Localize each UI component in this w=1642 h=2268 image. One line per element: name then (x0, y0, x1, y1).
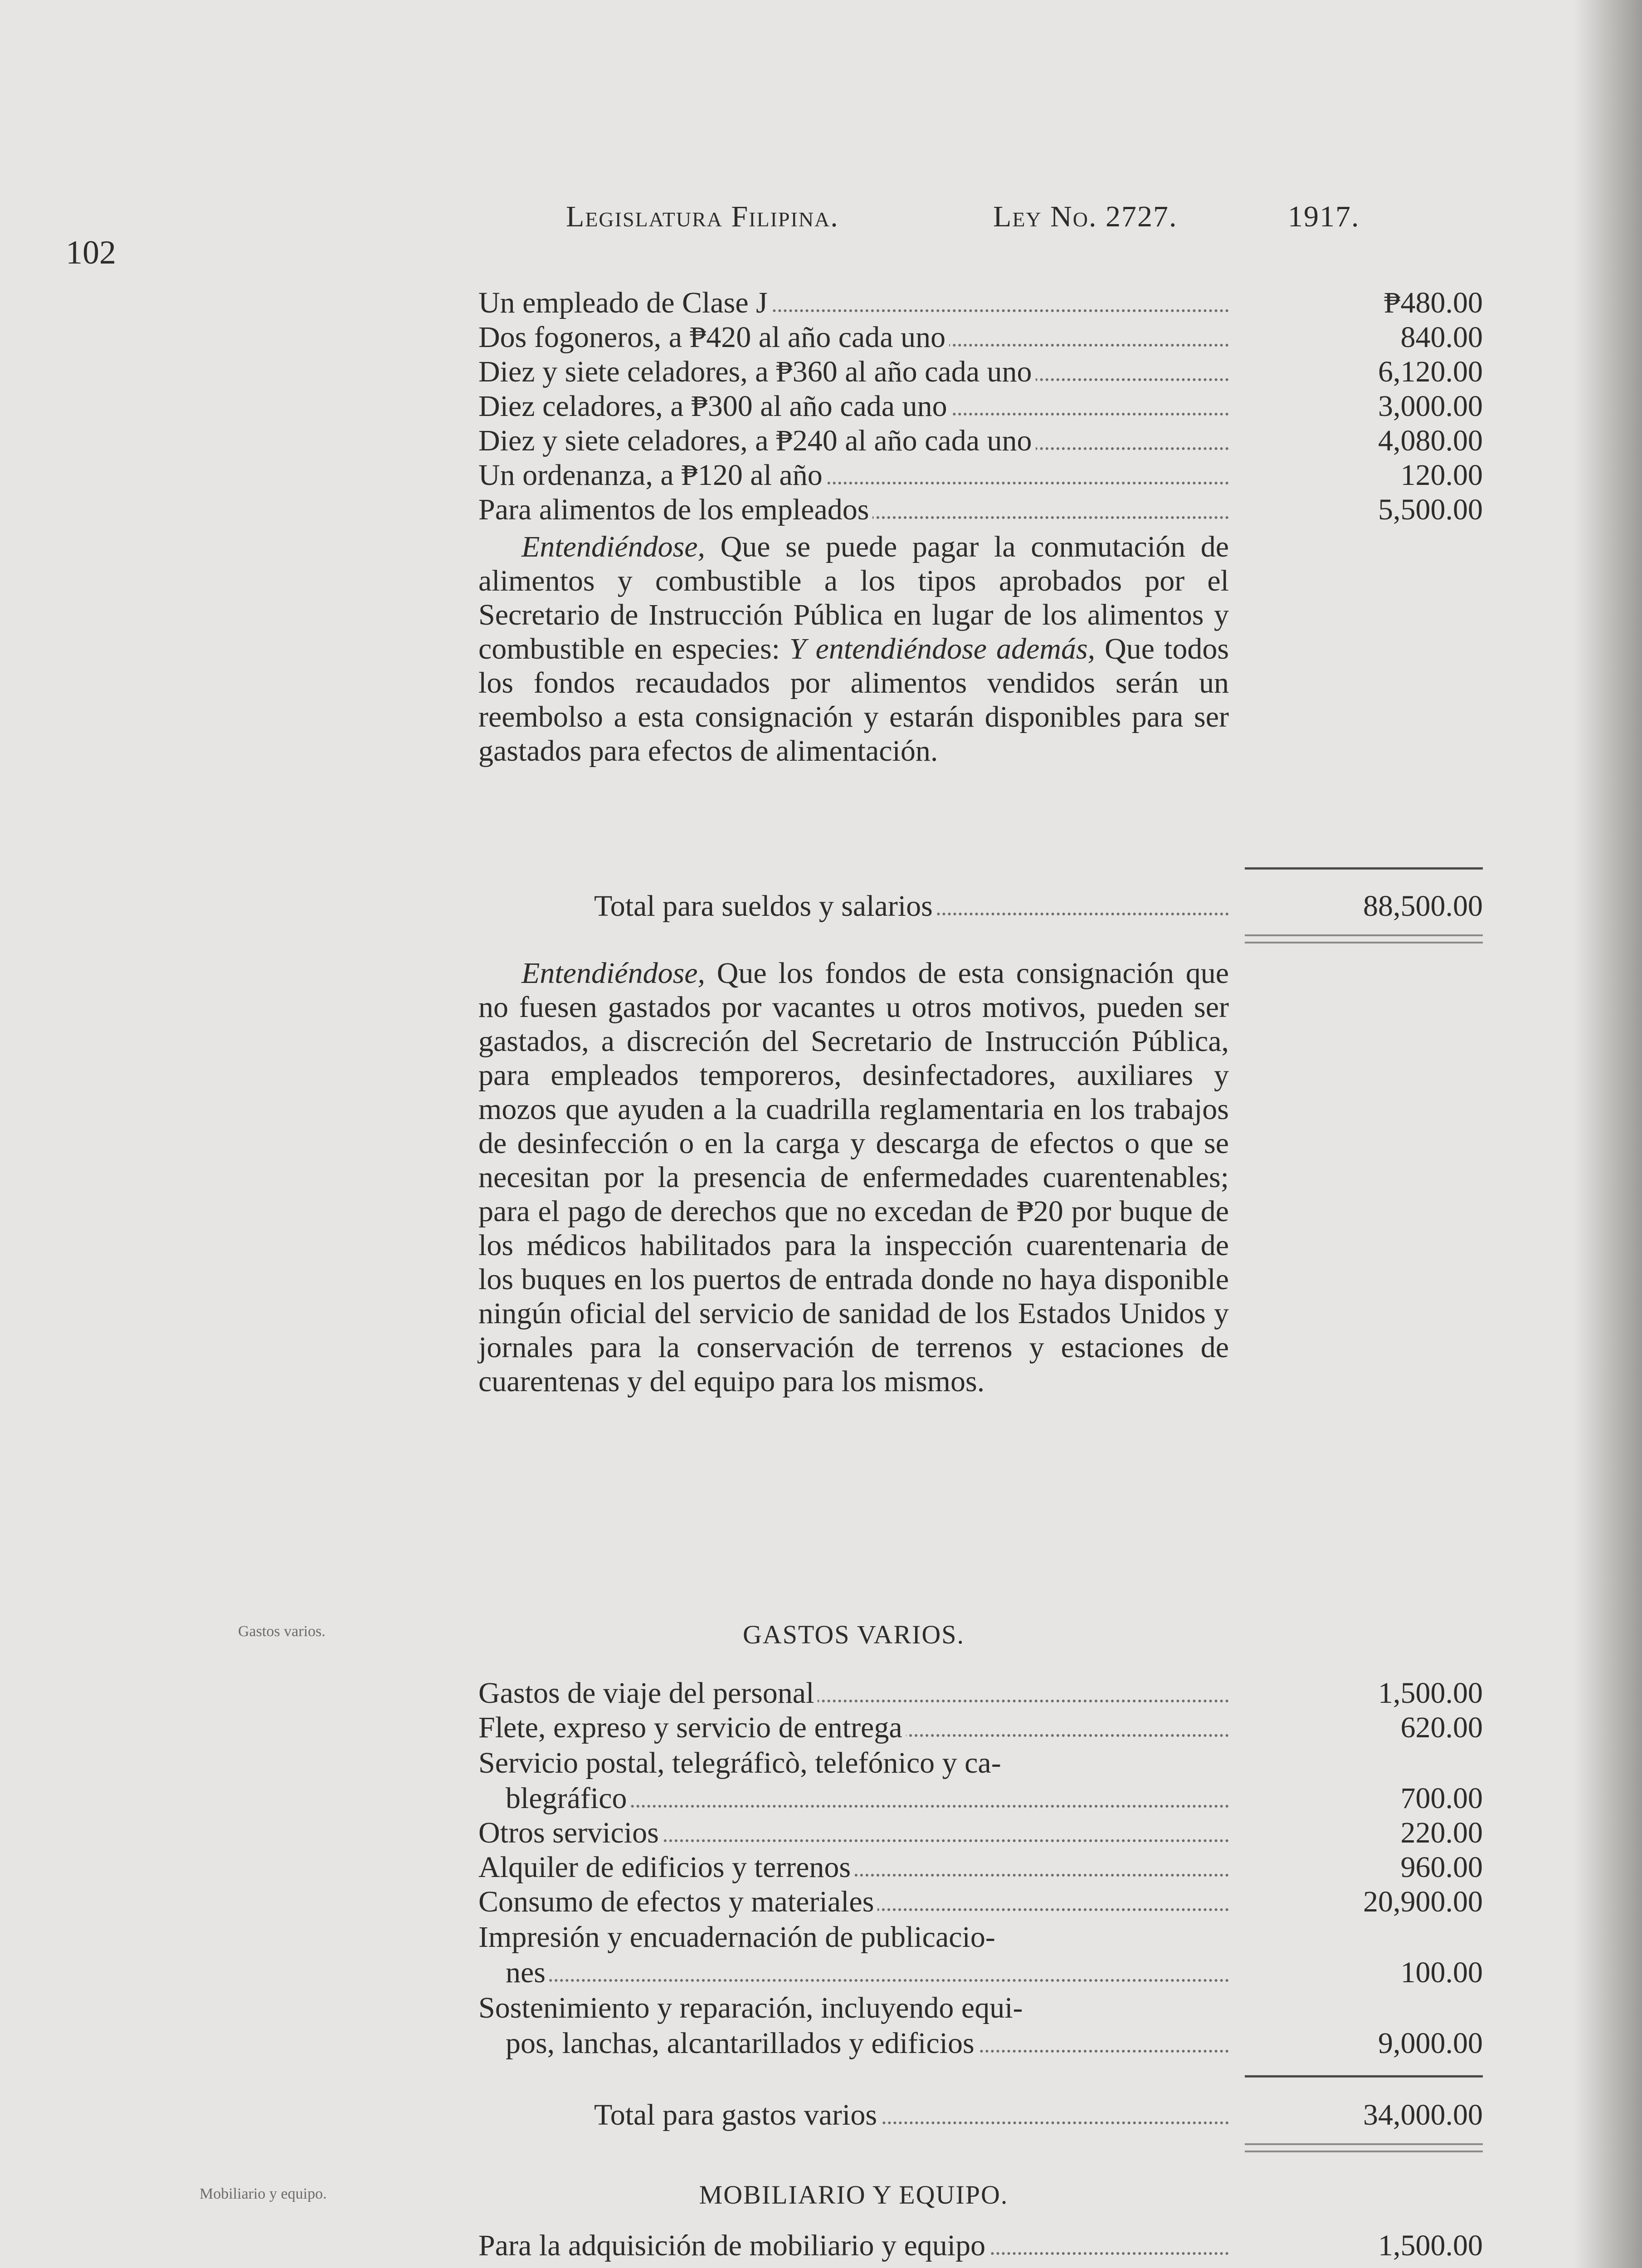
line-item-label: pos, lanchas, alcantarillados y edificios (506, 2027, 978, 2060)
total-gastos-row (594, 2098, 1483, 2132)
total-label: Total para gastos varios (594, 2098, 881, 2131)
proviso-text: Que los fondos de esta consignación que no fuesen gastados por vacantes u otros motivos, pueden ser gastados, a discreción del Secretario de Instrucción Pública, para empleados temporeros, desinfectadores, auxiliares y mozos que ayuden a la cuadrilla reglamentaria en los trabajos de desinfección o en la carga y descarga de efectos o que se necesitan por la presencia de enfermedades cuarentenables; para el pago de derechos que no excedan de ₱20 por buque de los médicos habilitados para la inspección cuarentenaria de los buques en los puertos de entrada donde no haya disponible ningún oficial del servicio de sanidad de los Estados Unidos y jornales para la conservación de terrenos y estaciones de cuarentenas y del equipo para los mismos. (478, 957, 1229, 1398)
section-heading-mobiliario: MOBILIARIO Y EQUIPO. (699, 2180, 1009, 2209)
line-item (478, 1781, 1483, 1816)
line-item (478, 389, 1483, 424)
double-rule (1245, 934, 1483, 943)
law-number: Ley No. 2727. (993, 200, 1178, 233)
total-label: Total para sueldos y salarios (594, 890, 936, 923)
proviso-text: Que se puede pagar la conmutación de alimentos y combustible a los tipos aprobados por el Secretario de Instrucción Pública en lugar de los alimentos y combustible en especies: (478, 530, 1229, 665)
proviso-food-paragraph (478, 530, 1229, 768)
line-item-label: nes (506, 1956, 549, 1989)
line-item (478, 355, 1483, 389)
line-item-amount: 840.00 (1400, 321, 1483, 354)
line-item (478, 493, 1483, 527)
line-item (478, 1816, 1483, 1850)
line-item (478, 2026, 1483, 2061)
line-item-amount: 6,120.00 (1378, 355, 1483, 388)
running-title: Legislatura Filipina. (566, 200, 839, 233)
line-item-label: Consumo de efectos y materiales (478, 1885, 877, 1918)
line-item-amount: 1,500.00 (1378, 1677, 1483, 1710)
proviso-italic: Y entendiéndose además, (789, 632, 1096, 665)
proviso-funds-paragraph (478, 956, 1229, 1398)
page-edge-shadow (1574, 0, 1642, 2268)
line-item (478, 1711, 1483, 1745)
line-item-amount: 20,900.00 (1363, 1885, 1483, 1918)
proviso-italic: Entendiéndose, (521, 957, 706, 990)
proviso-italic: Entendiéndose, (521, 530, 706, 563)
total-amount: 34,000.00 (1363, 2098, 1483, 2131)
line-item-label: Para alimentos de los empleados (478, 493, 872, 526)
line-item-amount: 700.00 (1400, 1782, 1483, 1815)
line-item-label-first: Impresión y encuadernación de publicacio- (478, 1921, 995, 1954)
line-item-label: Diez celadores, a ₱300 al año cada uno (478, 390, 951, 423)
line-item (478, 1885, 1483, 1919)
line-item-amount: 120.00 (1400, 459, 1483, 492)
line-item (478, 286, 1483, 320)
line-item (478, 424, 1483, 458)
line-item-amount: 5,500.00 (1378, 493, 1483, 526)
line-item-label: blegráfico (506, 1782, 631, 1815)
line-item-label: Otros servicios (478, 1816, 663, 1849)
line-item-amount: 220.00 (1400, 1816, 1483, 1849)
sum-rule (1245, 2075, 1483, 2077)
section-heading-gastos: GASTOS VARIOS. (743, 1620, 965, 1649)
line-item-label-first: Sostenimiento y reparación, incluyendo equi- (478, 1991, 1023, 2024)
line-item-label: Dos fogoneros, a ₱420 al año cada uno (478, 321, 949, 354)
margin-note-mobiliario: Mobiliario y equipo. (200, 2185, 327, 2202)
year: 1917. (1288, 200, 1360, 233)
line-item (478, 1850, 1483, 1885)
line-item-amount: 960.00 (1400, 1851, 1483, 1884)
total-amount: 88,500.00 (1363, 890, 1483, 923)
sum-rule (1245, 867, 1483, 870)
line-item-label: Un empleado de Clase J (478, 286, 771, 319)
line-item-label: Para la adquisición de mobiliario y equipo (478, 2229, 989, 2262)
line-item-amount: 3,000.00 (1378, 390, 1483, 423)
line-item-label: Diez y siete celadores, a ₱240 al año cada uno (478, 424, 1036, 457)
line-item-label-first: Servicio postal, telegráficò, telefónico y ca- (478, 1746, 1001, 1779)
proviso-text: Que todos los fondos recaudados por alimentos vendidos serán un reembolso a esta consignación y estarán disponibles para ser gastados para efectos de alimentación. (478, 632, 1229, 767)
margin-note-gastos: Gastos varios. (238, 1623, 326, 1640)
line-item (478, 320, 1483, 355)
line-item-amount: 4,080.00 (1378, 424, 1483, 457)
line-item-label: Alquiler de edificios y terrenos (478, 1851, 854, 1884)
line-item-label: Un ordenanza, a ₱120 al año (478, 459, 826, 492)
line-item-amount: ₱480.00 (1384, 286, 1483, 319)
total-salaries-row (594, 889, 1483, 924)
line-item-amount: 1,500.00 (1378, 2229, 1483, 2262)
line-item (478, 2229, 1483, 2263)
line-item-amount: 9,000.00 (1378, 2027, 1483, 2060)
page-number: 102 (66, 234, 116, 271)
double-rule (1245, 2143, 1483, 2152)
line-item-label: Diez y siete celadores, a ₱360 al año cada uno (478, 355, 1036, 388)
line-item-amount: 100.00 (1400, 1956, 1483, 1989)
line-item-label: Gastos de viaje del personal (478, 1677, 818, 1710)
line-item (478, 1955, 1483, 1990)
line-item (478, 458, 1483, 493)
line-item-label: Flete, expreso y servicio de entrega (478, 1711, 906, 1744)
line-item (478, 1676, 1483, 1711)
line-item-amount: 620.00 (1400, 1711, 1483, 1744)
